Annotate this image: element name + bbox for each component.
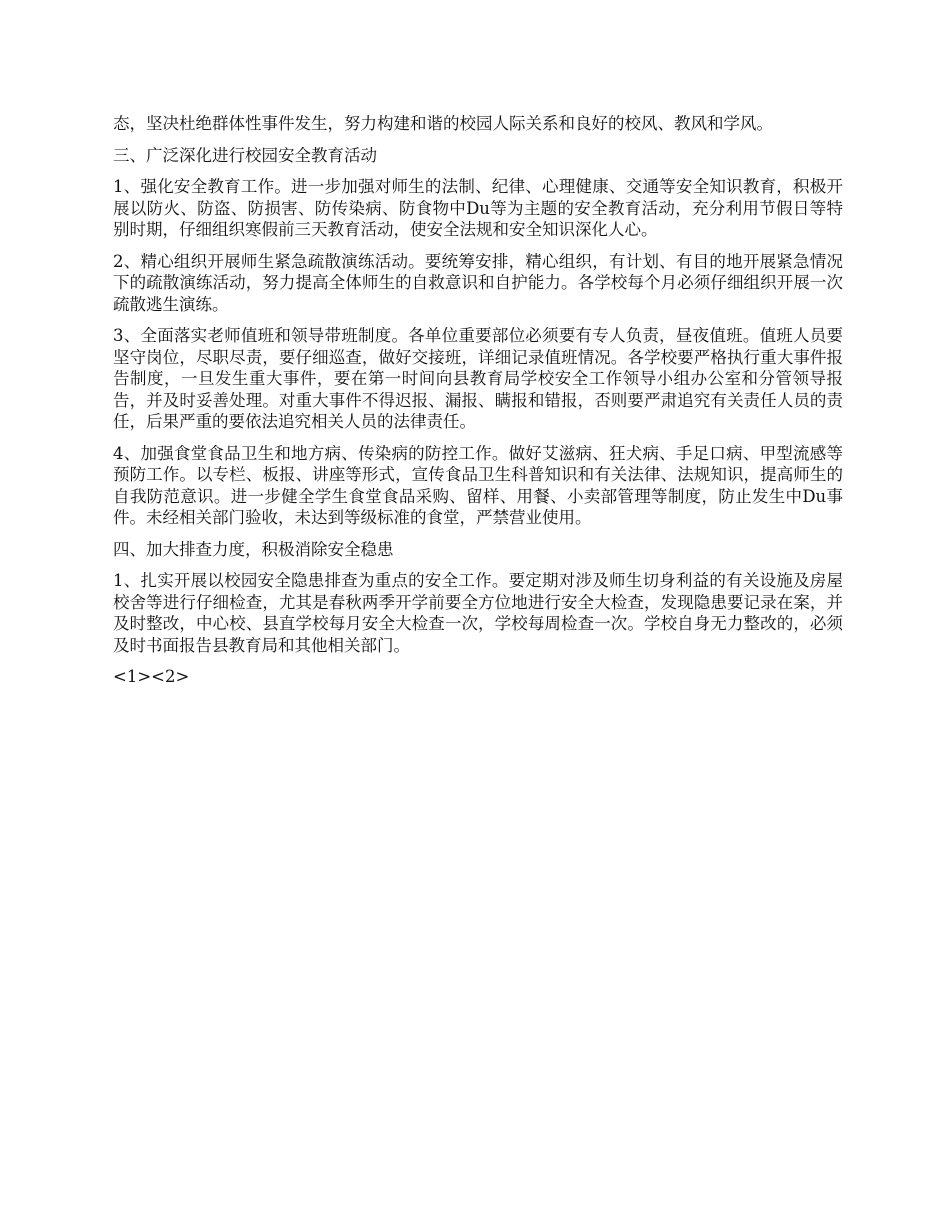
paragraph-evacuation-drill: 2、精心组织开展师生紧急疏散演练活动。要统筹安排，精心组织，有计划、有目的地开展紧急情况下的疏散演练活动，努力提高全体师生的自救意识和自护能力。各学校每个月必须仔细组织开展一次疏散逃生演练。	[113, 251, 843, 314]
section-heading-3: 三、广泛深化进行校园安全教育活动	[113, 145, 377, 165]
paragraph-hazard-inspection: 1、扎实开展以校园安全隐患排查为重点的安全工作。要定期对涉及师生切身利益的有关设施及房屋校舍等进行仔细检查，尤其是春秋两季开学前要全方位地进行安全大检查，发现隐患要记录在案，并及时整改，中心校、县直学校每月安全大检查一次，学校每周检查一次。学校自身无力整改的，必须及时书面报告县教育局和其他相关部门。	[113, 571, 843, 655]
paragraph-food-hygiene: 4、加强食堂食品卫生和地方病、传染病的防控工作。做好艾滋病、狂犬病、手足口病、甲型流感等预防工作。以专栏、板报、讲座等形式，宣传食品卫生科普知识和有关法律、法规知识，提高师生的自我防范意识。进一步健全学生食堂食品采购、留样、用餐、小卖部管理等制度，防止发生中Du事件。未经相关部门验收，未达到等级标准的食堂，严禁营业使用。	[113, 443, 843, 527]
section-heading-4: 四、加大排查力度，积极消除安全稳患	[113, 539, 394, 559]
paragraph-safety-education: 1、强化安全教育工作。进一步加强对师生的法制、纪律、心理健康、交通等安全知识教育，积极开展以防火、防盗、防损害、防传染病、防食物中Du等为主题的安全教育活动，充分利用节假日等特别时期，仔细组织寒假前三天教育活动，使安全法规和安全知识深化人心。	[113, 177, 843, 239]
page-navigation[interactable]: <1><2>	[113, 667, 190, 686]
paragraph-continuation: 态，坚决杜绝群体性事件发生，努力构建和谐的校园人际关系和良好的校风、教风和学风。	[113, 114, 773, 133]
document-body	[113, 113, 843, 698]
paragraph-duty-system: 3、全面落实老师值班和领导带班制度。各单位重要部位必须要有专人负责，昼夜值班。值班人员要坚守岗位，尽职尽责，要仔细巡查，做好交接班，详细记录值班情况。各学校要严格执行重大事件报告制度，一旦发生重大事件，要在第一时间向县教育局学校安全工作领导小组办公室和分管领导报告，并及时妥善处理。对重大事件不得迟报、漏报、瞒报和错报，否则要严肃追究有关责任人员的责任，后果严重的要依法追究相关人员的法律责任。	[113, 326, 843, 431]
